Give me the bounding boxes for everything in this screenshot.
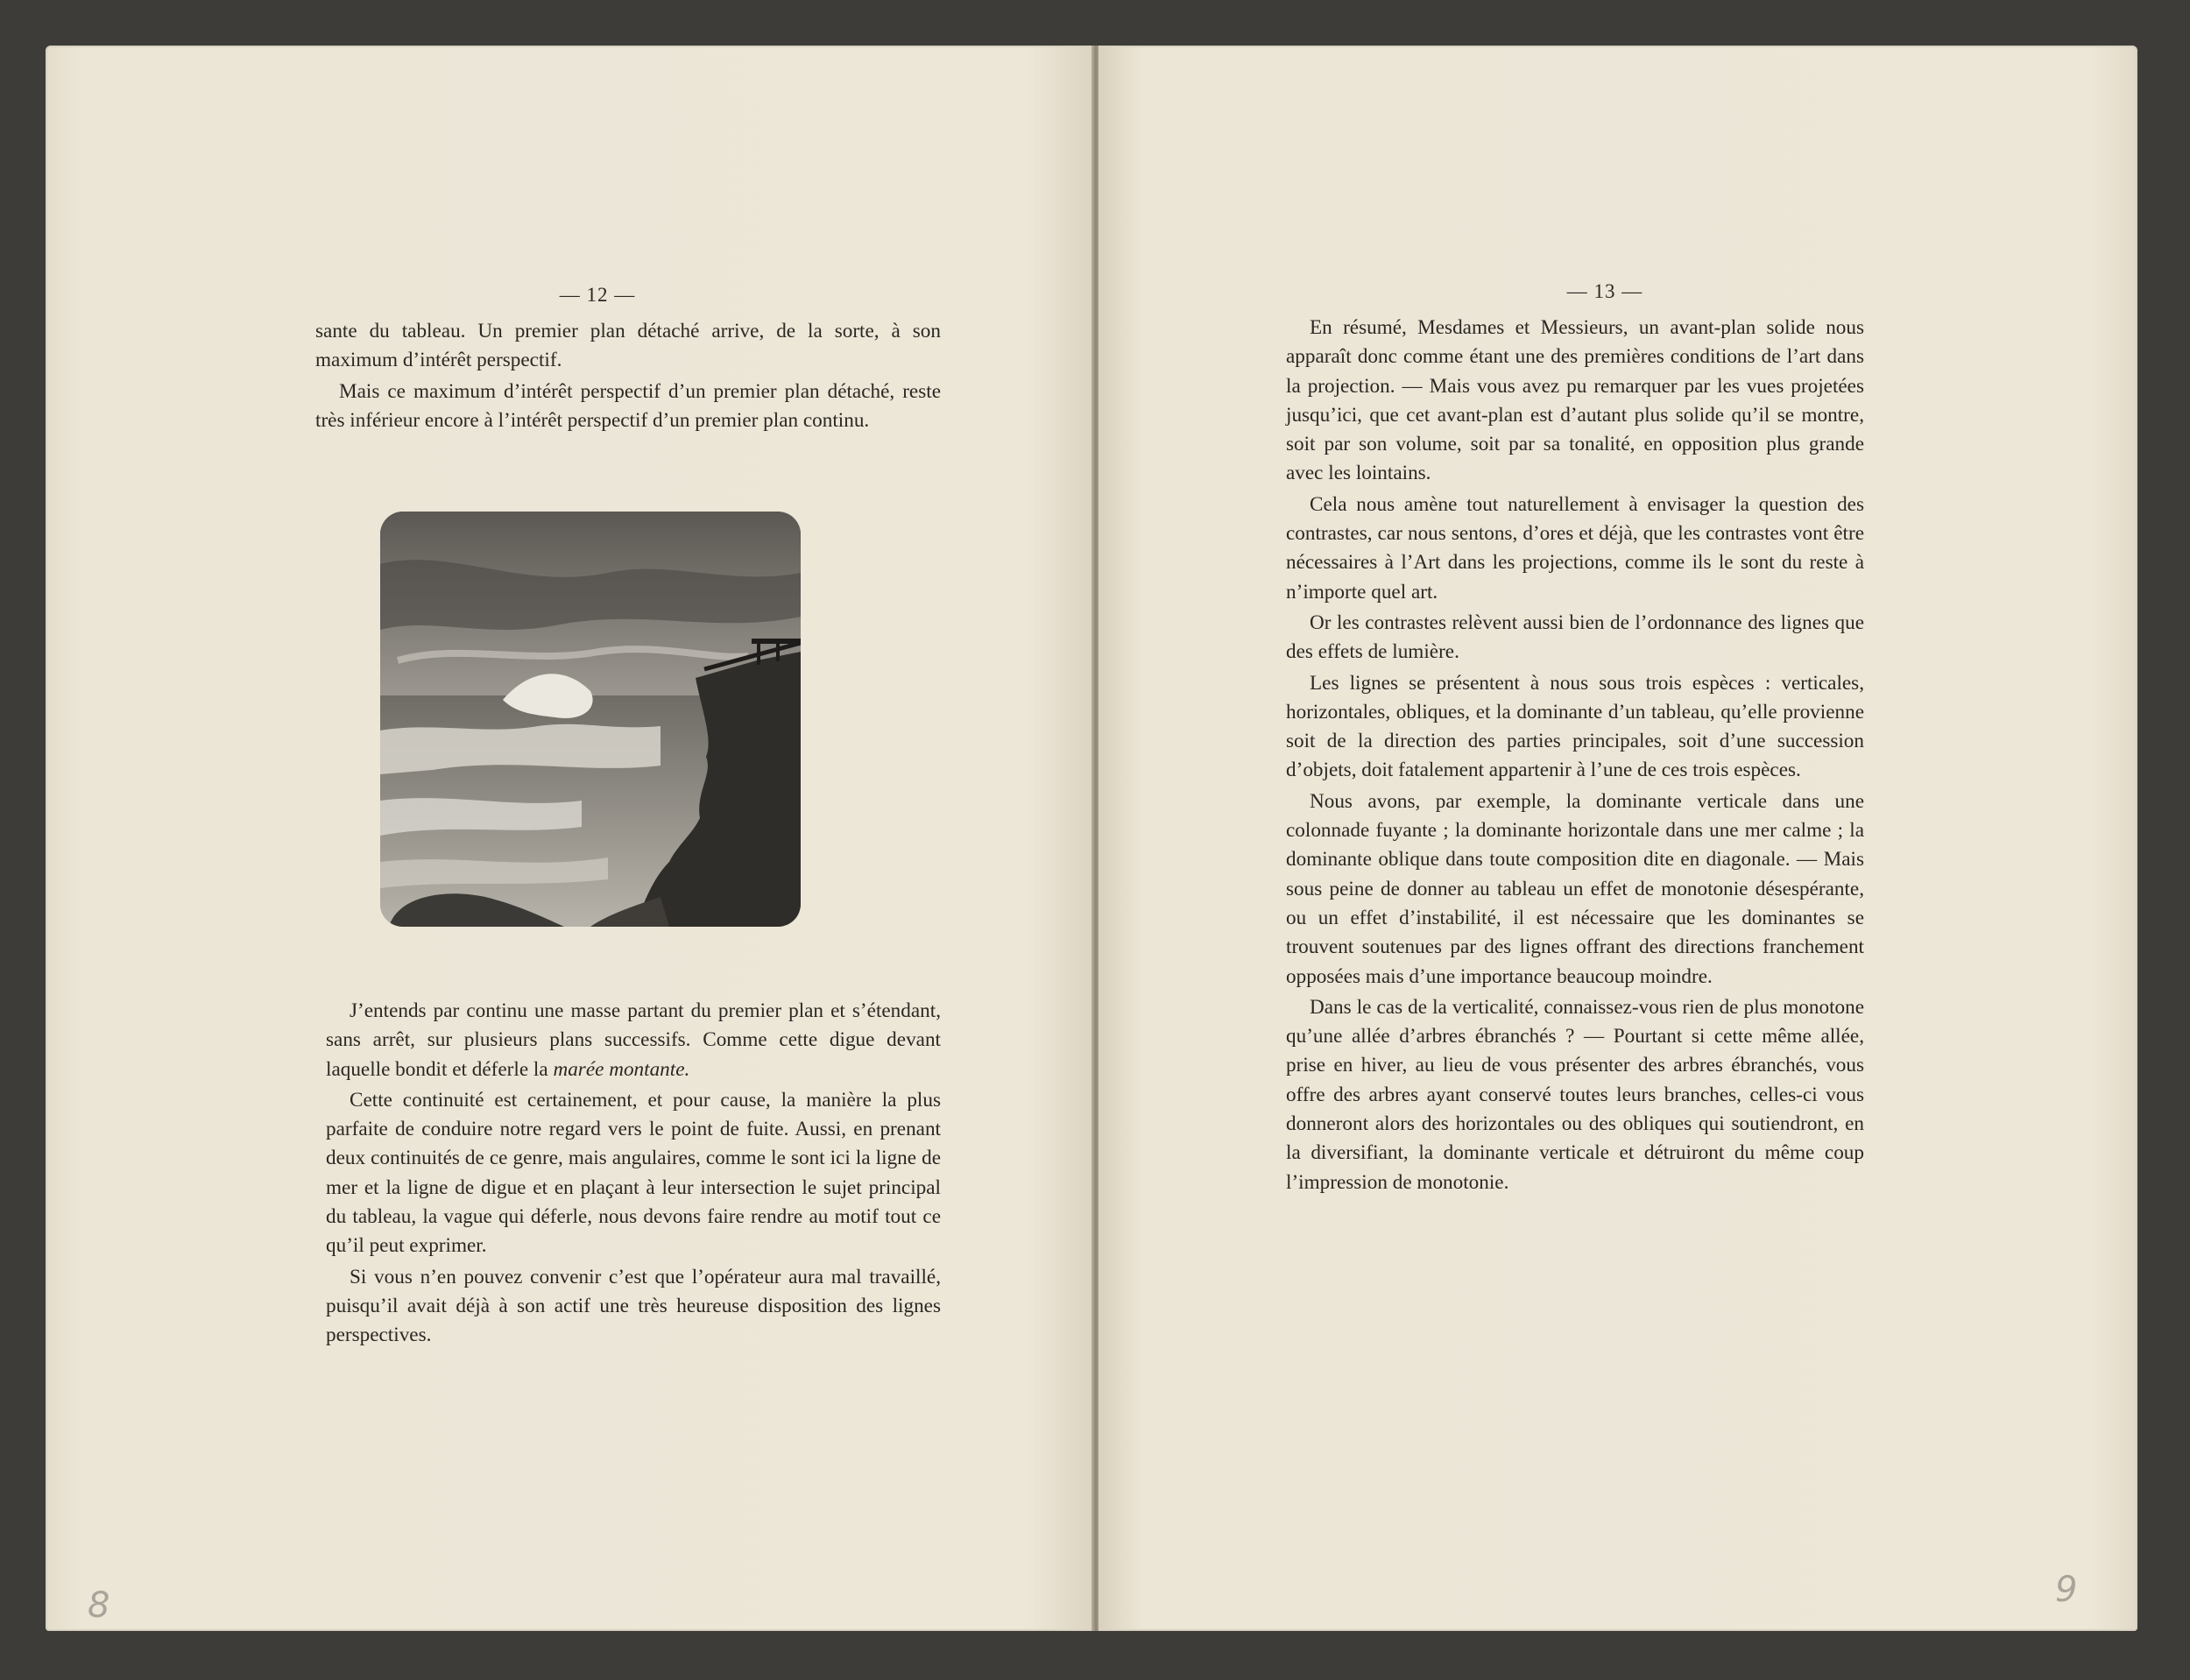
paragraph: Or les contrastes relèvent aussi bien de l’ordonnance des lignes que des effets de lumière. (1286, 611, 1864, 664)
left-page (46, 46, 1093, 1631)
seascape-photograph (380, 512, 801, 927)
paragraph: Cela nous amène tout naturellement à envisager la question des contrastes, car nous sentons, d’ores et déjà, que les contrastes vont être nécessaires à l’Art dans les projections, comme ils le sont du reste à n’importe quel art. (1286, 492, 1864, 604)
paragraph: Mais ce maximum d’intérêt perspectif d’un premier plan détaché, reste très inférieur encore à l’intérêt perspectif d’un premier plan continu. (315, 379, 941, 432)
paragraph (326, 997, 941, 1084)
paragraph: Nous avons, par exemple, la dominante verticale dans une colonnade fuyante ; la dominante horizontale dans une mer calme ; la dominante oblique dans toute composition dite en diagonale. — Mais sous peine de donner au tableau un effet de monotonie désespérante, ou un effet d’instabilité, il est nécessaire que les dominantes se trouvent soutenues par des lignes offrant des directions franchement opposées mais d’une importance beaucoup moindre. (1286, 789, 1864, 988)
paragraph: Si vous n’en pouvez convenir c’est que l’opérateur aura mal travaillé, puisqu’il avait déjà à son actif une très heureuse disposition des lignes perspectives. (326, 1265, 941, 1347)
paragraph: En résumé, Mesdames et Messieurs, un avant-plan solide nous apparaît donc comme étant une des premières conditions de l’art dans la projection. — Mais vous avez pu remarquer par les vues projetées jusqu’ici, que cet avant-plan est d’autant plus solide qu’il se montre, soit par son volume, soit par sa tonalité, en opposition plus grande avec les lointains. (1286, 316, 1864, 485)
italic-phrase: marée montante. (553, 1057, 690, 1081)
pencil-folio-mark: 8 (88, 1585, 110, 1626)
right-page (1099, 46, 2137, 1631)
pencil-folio-mark: 9 (2055, 1570, 2078, 1610)
paragraph: Dans le cas de la verticalité, connaissez-vous rien de plus monotone qu’une allée d’arbres ébranchés ? — Pourtant si cette même allée, prise en hiver, au lieu de vous présenter des arbres ébranchés, vous offre des arbres ayant conservé toutes leurs branches, celles-ci vous donneront alors des horizontales ou des obliques qui soutiendront, en la diversifiant, la dominante verticale et détruiront du même coup l’impression de monotonie. (1286, 995, 1864, 1194)
paragraph: Cette continuité est certainement, et pour cause, la manière la plus parfaite de conduire notre regard vers le point de fuite. Aussi, en prenant deux continuités de ce genre, mais angulaires, comme le sont ici la ligne de mer et la ligne de digue et en plaçant à leur intersection le sujet principal du tableau, la vague qui déferle, nous devons faire rendre au motif tout ce qu’il peut exprimer. (326, 1088, 941, 1258)
seawall-wave-image (380, 512, 801, 927)
open-book (46, 46, 2139, 1633)
right-text (1286, 314, 1864, 1199)
paragraph: Les lignes se présentent à nous sous trois espèces : verticales, horizontales, obliques, et la dominante d’un tableau, qu’elle provienne soit de la direction des parties principales, soit d’une succession d’objets, doit fatalement appartenir à l’une de ces trois espèces. (1286, 671, 1864, 782)
paragraph-text: J’entends par continu une masse partant du premier plan et s’étendant, sans arrêt, sur plusieurs plans successifs. Comme cette digue devant laquelle bondit et déferle la (326, 999, 941, 1081)
page-number-left: — 12 — (559, 284, 636, 306)
left-text-bottom (326, 997, 941, 1352)
page-number-right: — 13 — (1566, 280, 1643, 302)
paragraph: sante du tableau. Un premier plan détaché arrive, de la sorte, à son maximum d’intérêt perspectif. (315, 320, 941, 372)
left-text-top (315, 317, 941, 437)
